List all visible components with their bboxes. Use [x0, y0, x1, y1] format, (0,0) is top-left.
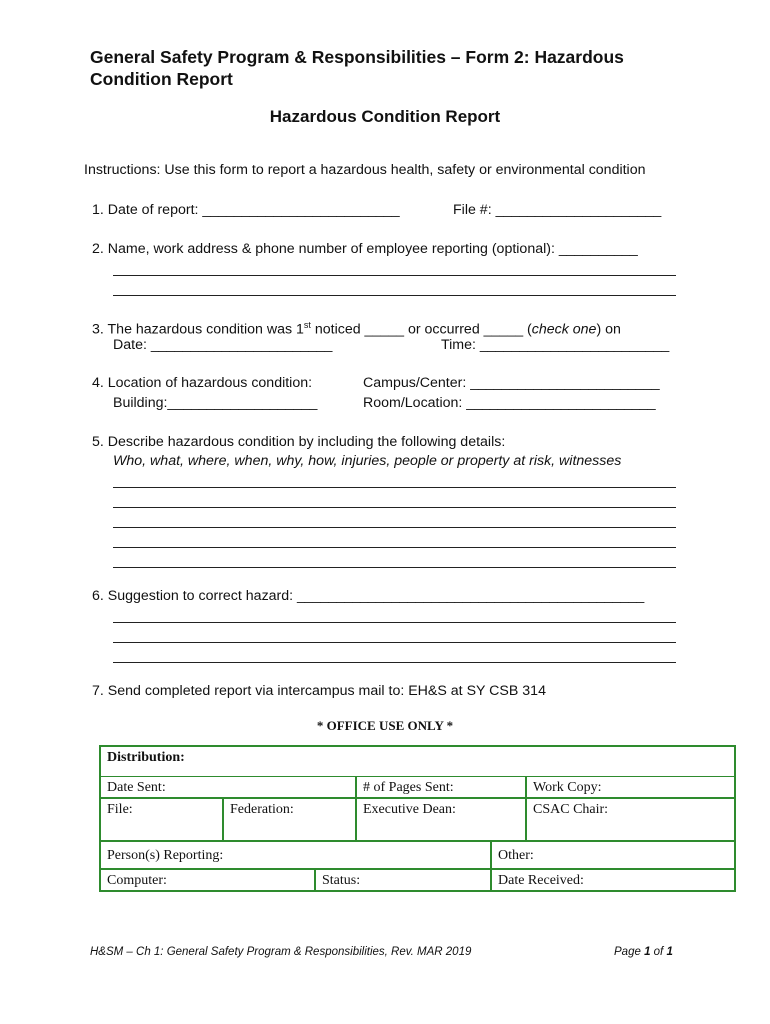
q2-blank-line: [113, 275, 676, 276]
distribution-label: Distribution:: [107, 750, 185, 765]
computer-cell: Computer:: [101, 869, 315, 890]
q4-location: 4. Location of hazardous condition:: [92, 375, 313, 391]
q5-blank-line: [113, 567, 676, 568]
persons-reporting-cell: Person(s) Reporting:: [101, 841, 491, 869]
footer-left: H&SM – Ch 1: General Safety Program & Responsibilities, Rev. MAR 2019: [90, 946, 472, 958]
q3-time: Time: ________________________: [441, 337, 670, 353]
q4-campus: Campus/Center: ________________________: [363, 375, 660, 391]
page-of: of: [650, 946, 667, 958]
q1-file-number: File #: _____________________: [453, 202, 662, 218]
page-title: General Safety Program & Responsibilities – Form 2: Hazardous Condition Report: [90, 47, 624, 89]
q5-blank-line: [113, 527, 676, 528]
q3-check-one: check one: [531, 321, 597, 338]
csac-chair-cell: CSAC Chair:: [526, 798, 734, 841]
q6-blank-line: [113, 642, 676, 643]
page-prefix: Page: [614, 946, 645, 958]
page-current: 1: [644, 946, 651, 958]
q3-text-c: ) on: [596, 321, 621, 338]
q2-employee-info: 2. Name, work address & phone number of employee reporting (optional): __________: [92, 241, 638, 257]
executive-dean-cell: Executive Dean:: [356, 798, 526, 841]
q6-suggestion: 6. Suggestion to correct hazard: ____________________________________________: [92, 588, 645, 604]
q5-blank-line: [113, 487, 676, 488]
office-use-table: [99, 745, 736, 892]
q5-blank-line: [113, 547, 676, 548]
date-received-cell: Date Received:: [491, 869, 734, 890]
file-cell: File:: [101, 798, 223, 841]
q4-building: Building:___________________: [113, 395, 318, 411]
q6-blank-line: [113, 622, 676, 623]
other-cell: Other:: [491, 841, 734, 869]
work-copy-cell: Work Copy:: [526, 776, 734, 798]
q3-text-a: 3. The hazardous condition was 1: [92, 321, 304, 338]
date-sent-cell: Date Sent:: [101, 776, 356, 798]
status-cell: Status:: [315, 869, 491, 890]
q5-details: Who, what, where, when, why, how, injuries, people or property at risk, witnesses: [113, 453, 622, 469]
q7-send-report: 7. Send completed report via intercampus mail to: EH&S at SY CSB 314: [92, 683, 546, 699]
q3-superscript: st: [303, 320, 311, 330]
page-total: 1: [666, 946, 673, 958]
q6-blank-line: [113, 662, 676, 663]
q5-blank-line: [113, 507, 676, 508]
q2-blank-line: [113, 295, 676, 296]
q3-text-b: noticed _____ or occurred _____ (: [310, 321, 532, 338]
q5-describe: 5. Describe hazardous condition by including the following details:: [92, 434, 506, 450]
instructions: Instructions: Use this form to report a hazardous health, safety or environmental condition: [84, 162, 646, 178]
q1-date-of-report: 1. Date of report: _________________________: [92, 202, 400, 218]
pages-sent-cell: # of Pages Sent:: [356, 776, 526, 798]
form-subtitle: Hazardous Condition Report: [269, 107, 501, 126]
footer-page-number: [614, 946, 673, 958]
federation-cell: Federation:: [223, 798, 356, 841]
q3-date: Date: _______________________: [113, 337, 333, 353]
office-use-heading: * OFFICE USE ONLY *: [316, 718, 454, 733]
q4-room: Room/Location: ________________________: [363, 395, 656, 411]
